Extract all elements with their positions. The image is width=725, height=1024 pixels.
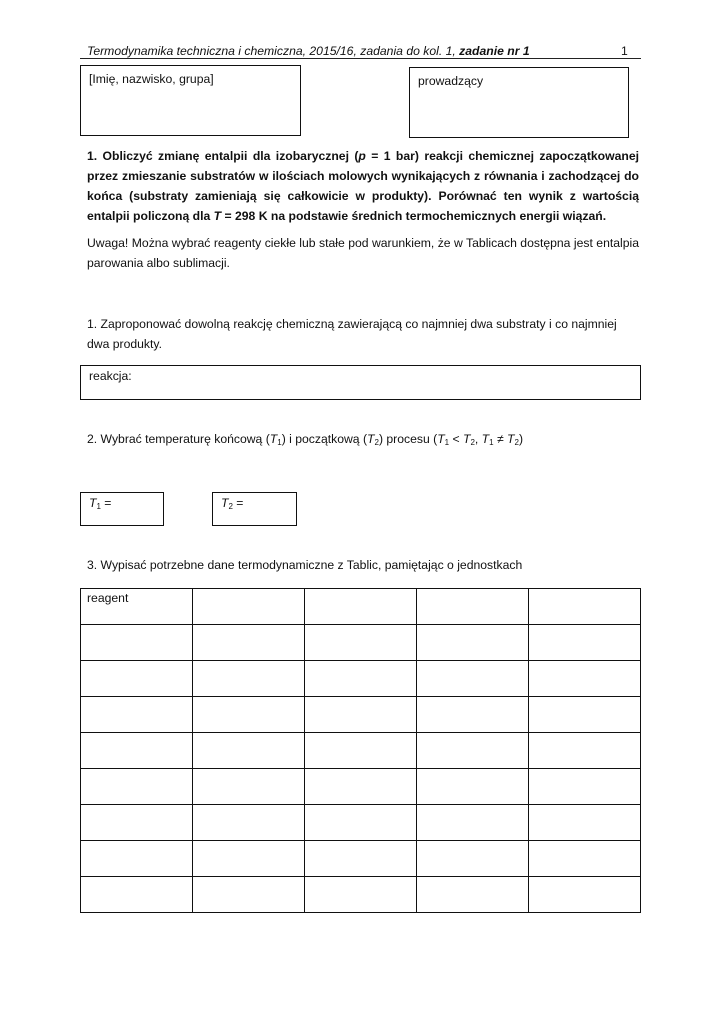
- table-cell[interactable]: [529, 589, 641, 625]
- student-info-label: [Imię, nazwisko, grupa]: [89, 72, 214, 86]
- table-row: [81, 805, 641, 841]
- table-cell[interactable]: [305, 877, 417, 913]
- task1-text: 1. Zaproponować dowolną reakcję chemiczną zawierającą co najmniej dwa substraty i co najmniej dwa produkty.: [87, 317, 617, 351]
- table-cell[interactable]: [529, 661, 641, 697]
- instructor-label: prowadzący: [418, 74, 484, 88]
- table-cell[interactable]: [417, 661, 529, 697]
- thermo-data-table: [80, 588, 641, 913]
- table-cell[interactable]: [81, 733, 193, 769]
- table-cell[interactable]: [417, 697, 529, 733]
- table-cell[interactable]: [417, 625, 529, 661]
- task2-text: 2. Wybrać temperaturę końcową $(T_1)$ i początkową $(T_2)$ procesu ($T_1 < T_2$, $T_1 \ne T_2$): [87, 432, 524, 447]
- table-cell[interactable]: [305, 805, 417, 841]
- task3-text: 3. Wypisać potrzebne dane termodynamiczne z Tablic, pamiętając o jednostkach: [87, 558, 523, 572]
- table-cell[interactable]: [81, 625, 193, 661]
- t2-field[interactable]: [212, 492, 297, 526]
- table-cell[interactable]: [193, 733, 305, 769]
- table-row: [81, 769, 641, 805]
- table-cell[interactable]: [529, 733, 641, 769]
- page-header-title: [87, 44, 530, 58]
- table-cell[interactable]: [529, 841, 641, 877]
- table-row: [81, 841, 641, 877]
- table-cell[interactable]: [81, 877, 193, 913]
- student-info-field[interactable]: [80, 65, 301, 136]
- table-header-reagent: reagent: [81, 589, 193, 625]
- table-cell[interactable]: [193, 769, 305, 805]
- table-cell[interactable]: [417, 877, 529, 913]
- table-cell[interactable]: [417, 769, 529, 805]
- table-cell[interactable]: [305, 589, 417, 625]
- header-title-bold: zadanie nr 1: [459, 44, 530, 58]
- header-title-plain: Termodynamika techniczna i chemiczna, 2015/16, zadania do kol. 1,: [87, 44, 460, 58]
- table-cell[interactable]: [305, 661, 417, 697]
- table-cell[interactable]: [529, 769, 641, 805]
- table-cell[interactable]: [81, 661, 193, 697]
- table-cell[interactable]: [193, 841, 305, 877]
- table-cell[interactable]: [529, 877, 641, 913]
- problem-statement: 1. Obliczyć zmianę entalpii dla izobarycznej (p = 1 bar) reakcji chemicznej zapoczątkowanej przez zmieszanie substratów w ilościach molowych wynikających z równania i zachodzącej do końca (substraty zamieniają się całkowicie w produkty). Porównać ten wynik z wartością entalpii policzoną dla T = 298 K na podstawie średnich termochemicznych energii wiązań.: [87, 149, 639, 223]
- table-cell[interactable]: [305, 697, 417, 733]
- table-cell[interactable]: [193, 625, 305, 661]
- table-cell[interactable]: [81, 769, 193, 805]
- table-cell[interactable]: [81, 805, 193, 841]
- instructor-field[interactable]: [409, 67, 629, 138]
- table-row: [81, 697, 641, 733]
- table-row: [81, 589, 641, 625]
- table-cell[interactable]: [193, 661, 305, 697]
- table-cell[interactable]: [193, 805, 305, 841]
- table-cell[interactable]: [193, 877, 305, 913]
- table-row: [81, 661, 641, 697]
- table-cell[interactable]: [305, 769, 417, 805]
- table-cell[interactable]: [417, 589, 529, 625]
- reaction-label: reakcja:: [89, 369, 132, 383]
- reaction-field[interactable]: [80, 365, 641, 400]
- table-row: [81, 625, 641, 661]
- table-cell[interactable]: [305, 841, 417, 877]
- table-cell[interactable]: [81, 841, 193, 877]
- table-row: [81, 733, 641, 769]
- table-cell[interactable]: [417, 805, 529, 841]
- table-cell[interactable]: [529, 697, 641, 733]
- table-cell[interactable]: [305, 733, 417, 769]
- table-cell[interactable]: [529, 805, 641, 841]
- t1-label: $T_1$ =: [89, 496, 112, 511]
- t2-label: $T_2$ =: [221, 496, 244, 511]
- table-cell[interactable]: [193, 697, 305, 733]
- table-cell[interactable]: [417, 733, 529, 769]
- table-cell[interactable]: [193, 589, 305, 625]
- table-cell[interactable]: [305, 625, 417, 661]
- header-rule: [80, 58, 641, 59]
- problem-note: Uwaga! Można wybrać reagenty ciekłe lub stałe pod warunkiem, że w Tablicach dostępna jest entalpia parowania albo sublimacji.: [87, 236, 639, 270]
- table-row: [81, 877, 641, 913]
- table-cell[interactable]: [81, 697, 193, 733]
- table-cell[interactable]: [529, 625, 641, 661]
- page-number: 1: [621, 44, 628, 58]
- t1-field[interactable]: [80, 492, 164, 526]
- table-cell[interactable]: [417, 841, 529, 877]
